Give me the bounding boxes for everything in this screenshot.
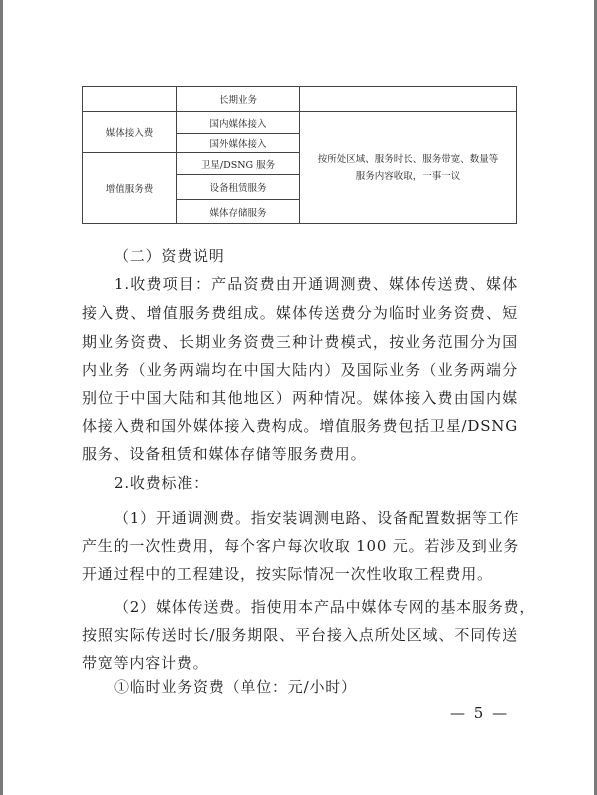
page-number: — 5 — (450, 704, 510, 722)
body-line: 体接入费和国外媒体接入费构成。增值服务费包括卫星/DSNG (82, 417, 518, 435)
table-cell-empty (300, 87, 517, 112)
table-cell-fee-note (300, 112, 517, 224)
table-cell-foreign-access: 国外媒体接入 (177, 134, 300, 153)
body-line: 产生的一次性费用，每个客户每次收取 100 元。若涉及到业务 (82, 537, 520, 555)
body-line: 服务、设备租赁和媒体存储等服务费用。 (82, 445, 367, 463)
body-line: 带宽等内容计费。 (82, 654, 209, 672)
body-line: 别位于中国大陆和其他地区）两种情况。媒体接入费由国内媒 (82, 389, 518, 407)
item-2-title: 2.收费标准： (114, 474, 209, 492)
body-line: 开通过程中的工程建设，按实际情况一次性收取工程费用。 (82, 565, 493, 583)
table-cell-media-storage: 媒体存储服务 (177, 200, 300, 224)
table-cell-media-access-fee: 媒体接入费 (83, 112, 177, 153)
fee-table (82, 86, 517, 224)
page-edge-left (0, 0, 3, 795)
table-cell-satellite: 卫星/DSNG 服务 (177, 153, 300, 175)
table-row (83, 112, 517, 134)
section-title: （二）资费说明 (114, 247, 225, 265)
table-cell-empty (83, 87, 177, 112)
table-cell-equipment-rental: 设备租赁服务 (177, 175, 300, 200)
table-cell-domestic-access: 国内媒体接入 (177, 112, 300, 134)
table-cell-long-term: 长期业务 (177, 87, 300, 112)
body-line: 期业务资费、长期业务资费三种计费模式，按业务范围分为国 (82, 333, 518, 351)
fee-note-line: 按所处区域、服务时长、服务带宽、数量等 (317, 153, 499, 165)
body-line: （1）开通调测费。指安装调测电路、设备配置数据等工作 (114, 509, 520, 527)
temp-fee-heading: ①临时业务资费（单位：元/小时） (114, 678, 357, 696)
body-line: 1.收费项目：产品资费由开通调测费、媒体传送费、媒体 (114, 275, 518, 293)
table-row (83, 87, 517, 112)
body-line: 接入费、增值服务费组成。媒体传送费分为临时业务资费、短 (82, 304, 518, 322)
table-cell-value-added-fee: 增值服务费 (83, 153, 177, 224)
body-line: 内业务（业务两端均在中国大陆内）及国际业务（业务两端分 (82, 361, 518, 379)
body-line: （2）媒体传送费。指使用本产品中媒体专网的基本服务费， (114, 598, 536, 616)
fee-note-line: 服务内容收取，一事一议 (355, 170, 461, 182)
body-line: 按照实际传送时长/服务期限、平台接入点所处区域、不同传送 (82, 626, 518, 644)
